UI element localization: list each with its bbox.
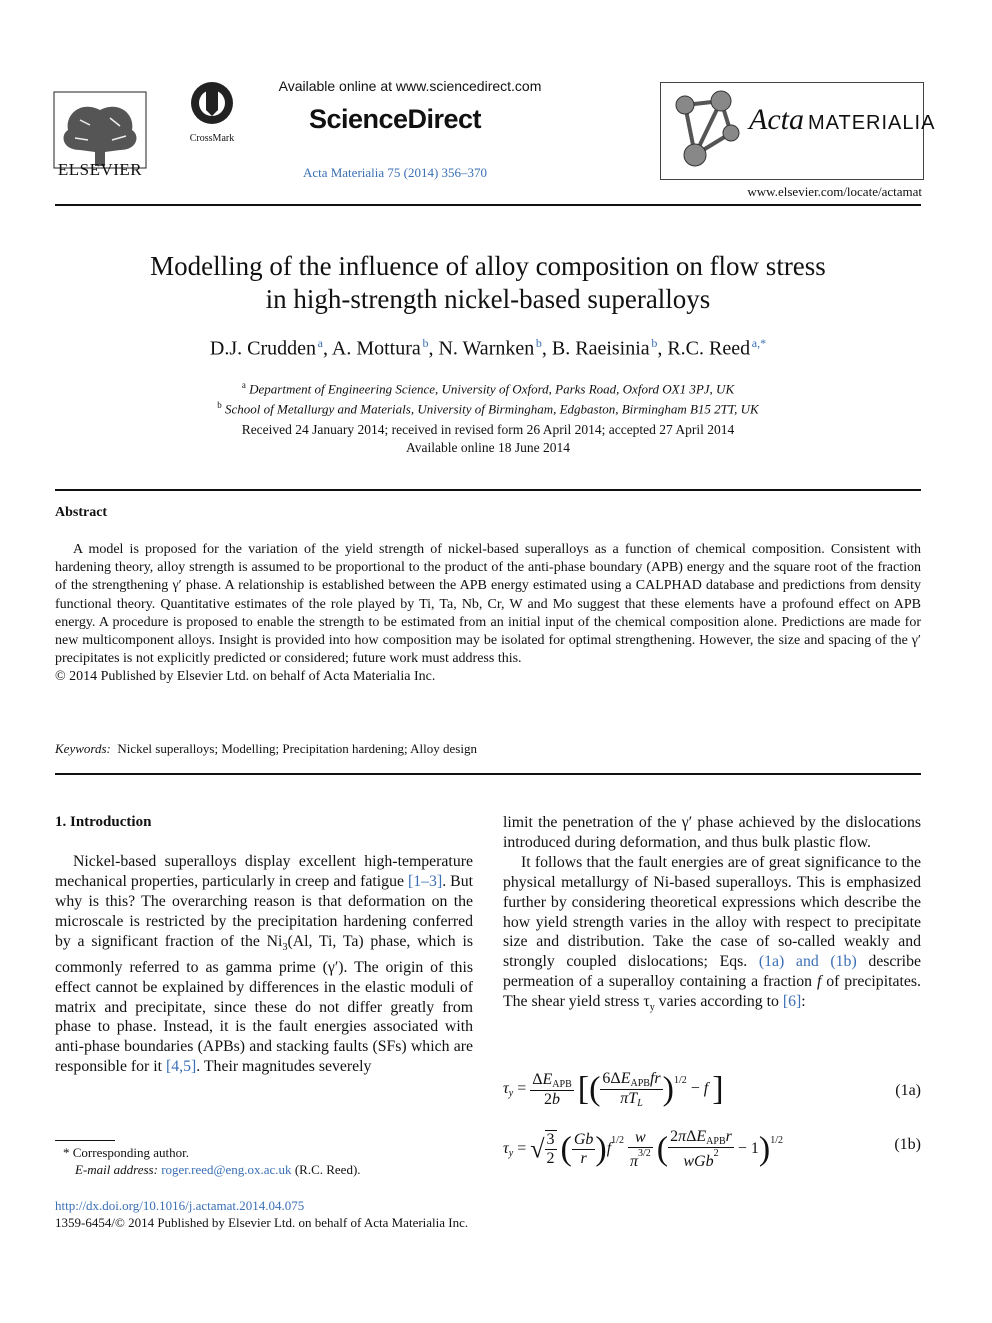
citation-link[interactable]: [1–3]	[408, 872, 443, 890]
author-name: B. Raeisinia	[551, 337, 650, 360]
intro-paragraph-1: Nickel-based superalloys display excellent high-temperature mechanical properties, particularly in creep and fatigue [1–3]. But why is this? The overarching reason is that deformation on the microscale is restricted by the precipitation hardening conferred by a significant fraction of the $Ni_3(Al$, Ti, Ta) phase, which is commonly referred to as gamma prime (γ′). The origin of this effect cannot be explained by differences in the elastic moduli of matrix and precipitate, since these do not differ greatly from phase to phase. Instead, it is the fault energies associated with anti-phase boundaries (APBs) and stacking faults (SFs) which are responsible for it [4,5]. Their magnitudes severely	[55, 853, 473, 1076]
keywords	[55, 741, 921, 757]
intro-paragraph-2: It follows that the fault energies are of great significance to the physical metallurgy of Ni-based superalloys. This is emphasized further by considering theoretical expressions which describe the how yield strength varies in the alloy with respect to precipitate size and distribution. Take the case of so-called weakly and strongly coupled dislocations; Eqs. (1a) and (1b) describe permeation of a superalloy containing a fraction f of precipitates. The shear yield stress $\tau_y$ varies according to [6]:	[503, 853, 921, 1014]
author-name: N. Warnken	[438, 337, 535, 360]
footnotes	[55, 1144, 473, 1178]
issn-copyright: 1359-6454/© 2014 Published by Elsevier Ltd. on behalf of Acta Materialia Inc.	[55, 1215, 469, 1230]
title-line-1: Modelling of the influence of alloy composition on flow stress	[150, 251, 826, 281]
journal-reference-link[interactable]: Acta Materialia 75 (2014) 356–370	[302, 165, 488, 180]
author-list: D.J. Crudden $^a$, A. Mottura $^b$, N. Warnken $^b$, B. Raeisinia $^b$, R.C. Reed $^{a,*}$	[209, 336, 767, 360]
available-date: Available online 18 June 2014	[406, 440, 570, 455]
author-affil-sup[interactable]: a,*	[751, 336, 767, 350]
affiliations	[55, 377, 921, 418]
header-rule	[55, 204, 921, 206]
right-column	[503, 813, 921, 1018]
received-dates: Received 24 January 2014; received in revised form 26 April 2014; accepted 27 April 2014	[241, 422, 735, 437]
affiliation-item: $^a$ Department of Engineering Science, University of Oxford, Parks Road, Oxford OX1 3PJ, UK	[241, 380, 735, 397]
abstract-top-rule	[55, 489, 921, 491]
intro-paragraph-1-continued: limit the penetration of the γ′ phase achieved by the dislocations introduced during deformation, and thus bulk plastic flow.	[503, 814, 921, 851]
eq1a-fraction: $\frac{\Delta E_{APB}}{2b}$	[532, 1070, 572, 1108]
keywords-label: Keywords:	[55, 741, 111, 756]
author-affil-sup[interactable]: a	[317, 336, 323, 350]
left-column	[55, 852, 473, 1077]
section-heading-introduction: 1. Introduction	[55, 814, 152, 830]
equation-label: (1a)	[895, 1082, 921, 1099]
keywords-list: Nickel superalloys; Modelling; Precipitation hardening; Alloy design	[117, 741, 477, 756]
keywords-bottom-rule	[55, 773, 921, 775]
author-name: A. Mottura	[331, 337, 421, 360]
abstract-body	[55, 541, 921, 687]
affiliation-item: $^b$ School of Metallurgy and Materials, University of Birmingham, Edgbaston, Birmingham B15 2TT, UK	[217, 400, 759, 417]
abstract-text: A model is proposed for the variation of the yield strength of nickel-based superalloys as a function of chemical composition. Consistent with hardening theory, alloy strength is assumed to be proportional to the product of the anti-phase boundary (APB) energy and the square root of the fraction of the strengthening γ′ phase. A relationship is established between the APB energy estimated using a CALPHAD database and predictions from density functional theory. Quantitative estimates of the role played by Ti, Ta, Nb, Cr, W and Mo suggest that these elements have a profound effect on APB energy. A procedure is proposed to enable the strength to be estimated from an initial input of the chemical composition alone. Predictions are made for new multicomponent alloys. Insight is provided into how composition may be isolated for optimal strengthening. However, the size and spacing of the γ′ precipitates is not explicitly predicted or considered; future work must address this.	[55, 542, 921, 667]
article-dates	[55, 421, 921, 457]
acta-materialia-logo	[660, 82, 936, 180]
journal-homepage-url[interactable]: www.elsevier.com/locate/actamat	[747, 184, 922, 199]
author-affil-sup[interactable]: b	[422, 336, 429, 350]
citation-link[interactable]: [4,5]	[166, 1058, 197, 1076]
author-name: D.J. Crudden	[209, 337, 316, 360]
author-affil-sup[interactable]: b	[651, 336, 658, 350]
footnote-rule	[55, 1140, 115, 1141]
author-affil-sup[interactable]: b	[535, 336, 542, 350]
molecule-icon	[663, 83, 743, 177]
corresponding-author-note: * Corresponding author.	[63, 1145, 190, 1160]
author-name: R.C. Reed	[667, 337, 751, 360]
article-title	[55, 250, 921, 316]
email-note: E-mail address: roger.reed@eng.ox.ac.uk (R.C. Reed).	[75, 1162, 361, 1177]
citation-link[interactable]: [6]	[782, 993, 802, 1011]
equation-1b: $\tau_y$ = √ $\frac{3}{2}$ ( $\frac{Gb}{r}$ )$f^{1/2}$ $\frac{w}{\pi^{3/2}}$ ( $\frac{2\pi\Delta E_{APB}r}{wGb^2}$ − 1)$^{1/2}$ (1b)	[503, 1128, 921, 1170]
sciencedirect-wordmark: ScienceDirect	[308, 104, 482, 134]
doi-link[interactable]: http://dx.doi.org/10.1016/j.actamat.2014.04.075	[55, 1198, 305, 1213]
crossmark-icon	[189, 80, 235, 126]
title-line-2: in high-strength nickel-based superalloys	[265, 284, 711, 314]
equation-label: (1b)	[894, 1136, 921, 1153]
acta-word: Acta	[749, 103, 804, 136]
equation-1a: $\tau_y$ = $\frac{\Delta E_{APB}}{2b}$ [( $\frac{6\Delta E_{APB}fr}{\pi T_L}$ )$^{1/2}$ − f ] (1a)	[503, 1070, 921, 1109]
available-online-line: Available online at www.sciencedirect.com	[278, 78, 542, 94]
equation-ref-link[interactable]: (1a) and (1b)	[758, 953, 857, 971]
elsevier-wordmark: ELSEVIER	[57, 160, 143, 179]
abstract-copyright: © 2014 Published by Elsevier Ltd. on behalf of Acta Materialia Inc.	[55, 669, 436, 685]
materialia-word: MATERIALIA	[807, 112, 936, 134]
abstract-heading: Abstract	[55, 505, 108, 520]
crossmark-label: CrossMark	[189, 133, 235, 144]
email-link[interactable]: roger.reed@eng.ox.ac.uk	[161, 1162, 292, 1177]
crossmark-badge[interactable]	[178, 80, 246, 144]
